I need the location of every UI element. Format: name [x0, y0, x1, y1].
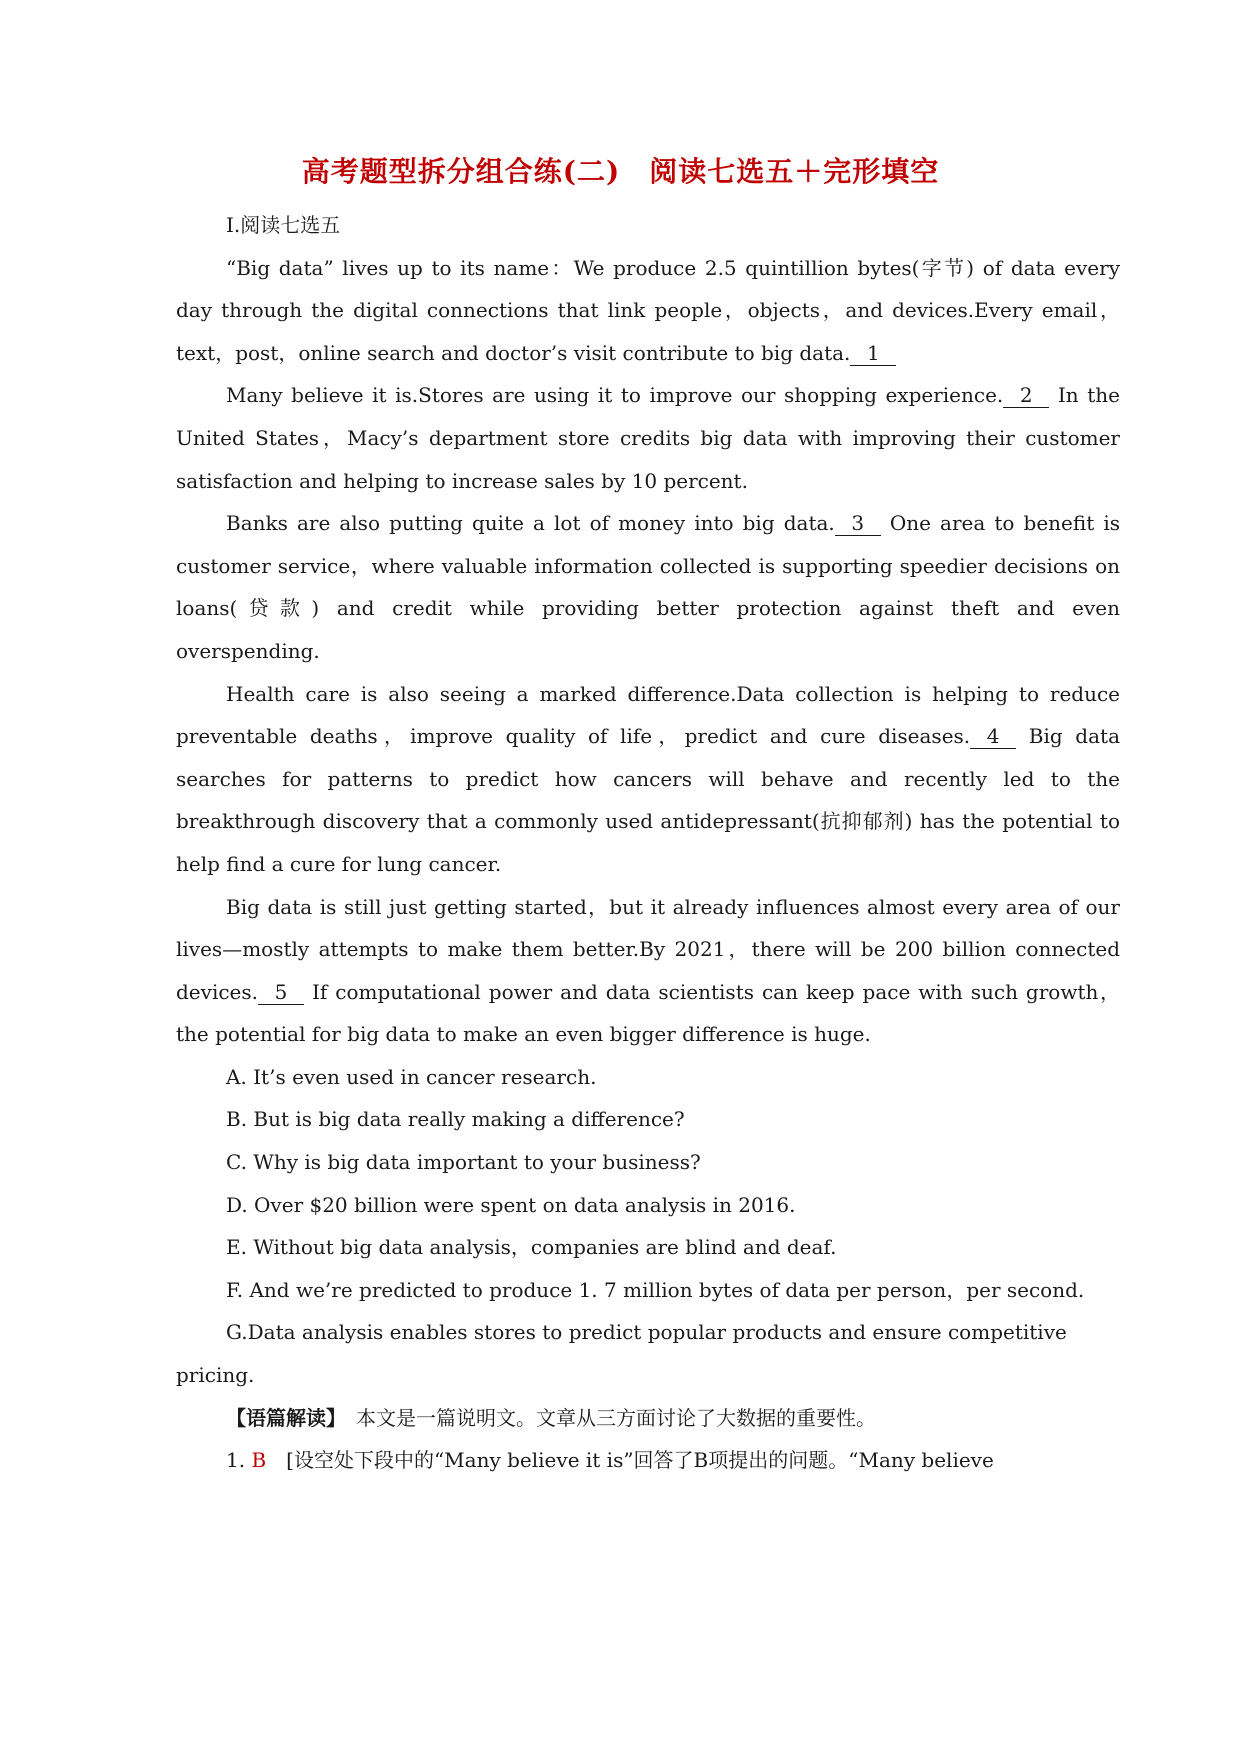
paragraph-text: In the United States，Macy’s department store credits big data with improving their customer satisfaction and helping to increase sales by 10 percent.: [176, 383, 1120, 493]
passage-paragraph-5: [176, 886, 1120, 1056]
option-c: C. Why is big data important to your business?: [226, 1150, 701, 1175]
passage-paragraph-3: [176, 502, 1120, 672]
answer-number: 1.: [226, 1448, 246, 1473]
paragraph-text: Many believe it is.Stores are using it to improve our shopping experience.: [226, 383, 1004, 408]
page-title: 高考题型拆分组合练(二) 阅读七选五＋完形填空: [301, 155, 940, 188]
blank-3: 3: [835, 511, 881, 536]
analysis-label: 【语篇解读】: [226, 1405, 336, 1430]
paragraph-text: One area to benefit is customer service，where valuable information collected is supporting speedier decisions on loans(贷款) and credit while providing better protection against theft and even overspending.: [176, 511, 1121, 663]
passage-paragraph-1: [176, 247, 1120, 375]
document-body: [176, 204, 1120, 1482]
option-d: D. Over $20 billion were spent on data analysis in 2016.: [226, 1192, 796, 1217]
blank-5: 5: [258, 980, 304, 1005]
answer-explanation: [设空处下段中的“Many believe it is”回答了B项提出的问题。“Many believe: [286, 1448, 994, 1473]
paragraph-text: Big data is still just getting started，but it already influences almost every area of our lives—mostly attempts to make them better.By 2021，there will be 200 billion connected devices.: [176, 894, 1120, 1004]
option-g: G.Data analysis enables stores to predict popular products and ensure competitive pricing.: [176, 1320, 1067, 1388]
blank-1: 1: [850, 341, 896, 366]
option-a: A. It’s even used in cancer research.: [226, 1064, 597, 1089]
paragraph-text: Big data searches for patterns to predict how cancers will behave and recently led to the breakthrough discovery that a commonly used antidepressant(抗抑郁剂) has the potential to help find a cure for lung cancer.: [176, 724, 1120, 876]
answer-letter: B: [251, 1448, 267, 1473]
passage-paragraph-2: [176, 374, 1120, 502]
paragraph-text: If computational power and data scientists can keep pace with such growth，the potential for big data to make an even bigger difference is huge.: [176, 979, 1121, 1047]
blank-2: 2: [1003, 383, 1049, 408]
paragraph-text: Banks are also putting quite a lot of money into big data.: [226, 511, 835, 536]
section-heading: Ⅰ.阅读七选五: [226, 213, 341, 237]
answer-1: [176, 1439, 1120, 1482]
blank-4: 4: [970, 724, 1016, 749]
analysis-text: 本文是一篇说明文。文章从三方面讨论了大数据的重要性。: [356, 1405, 876, 1430]
paragraph-text: Health care is also seeing a marked difference.Data collection is helping to reduce preventable deaths，improve quality of life，predict and cure diseases.: [176, 681, 1120, 749]
discourse-analysis: [176, 1397, 1120, 1440]
passage-paragraph-4: [176, 673, 1120, 886]
option-b: B. But is big data really making a difference?: [226, 1107, 685, 1132]
paragraph-text: “Big data” lives up to its name：We produce 2.5 quintillion bytes(字节) of data every day through the digital connections that link people，objects，and devices.Every email，text，post，online search and doctor’s visit contribute to big data.: [176, 255, 1120, 365]
option-f: F. And we’re predicted to produce 1. 7 million bytes of data per person，per second.: [226, 1277, 1085, 1302]
option-e: E. Without big data analysis，companies are blind and deaf.: [226, 1235, 837, 1260]
